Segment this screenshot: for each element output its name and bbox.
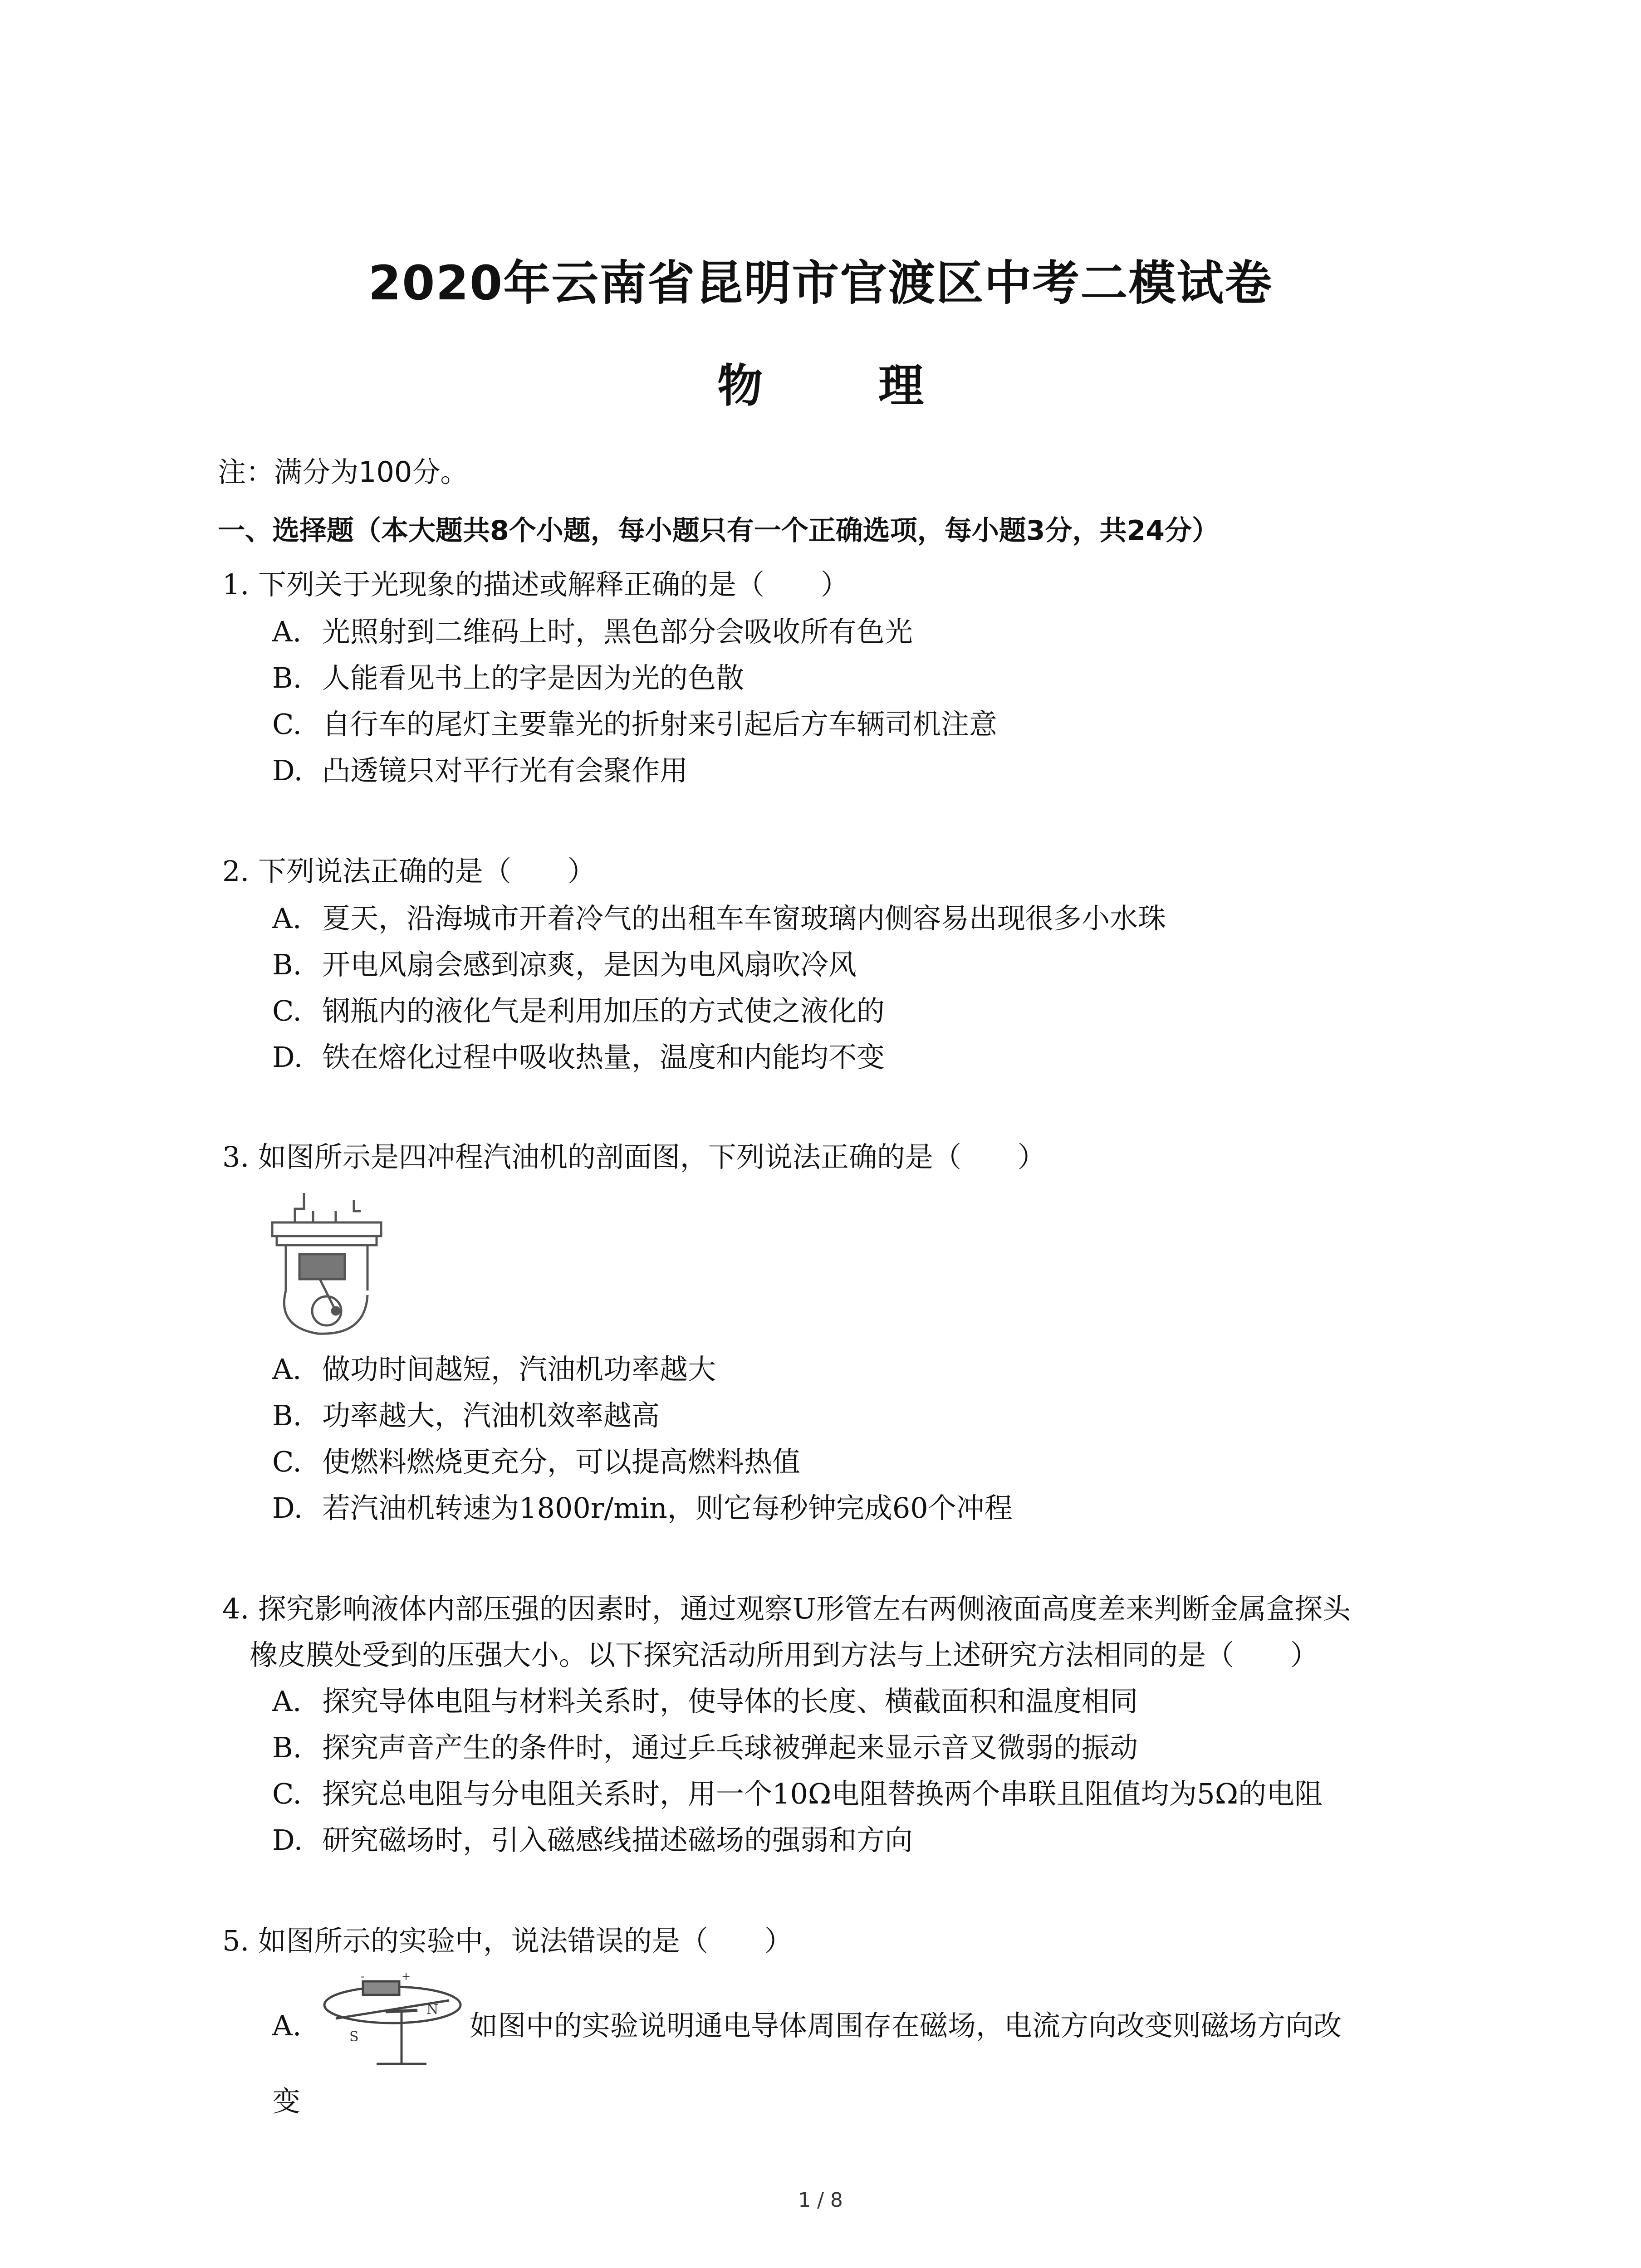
option-letter: D. (272, 1041, 303, 1074)
question-4-option-a (272, 1687, 1138, 1716)
question-3-stem: 3. 如图所示是四冲程汽油机的剖面图，下列说法正确的是（ ） (222, 1140, 1046, 1173)
question-2-option-b (272, 948, 857, 981)
engine-cross-section-figure (268, 1191, 386, 1340)
option-text: 探究声音产生的条件时，通过乒乓球被弹起来显示音叉微弱的振动 (322, 1731, 1138, 1764)
question-5-option-a-text: 如图中的实验说明通电导体周围存在磁场，电流方向改变则磁场方向改 (470, 2009, 1342, 2042)
question-1-option-c (272, 708, 998, 741)
oersted-experiment-figure (318, 1969, 467, 2073)
question-3-option-b (272, 1399, 660, 1432)
option-letter: B. (272, 948, 302, 981)
option-text: 研究磁场时，引入磁感线描述磁场的强弱和方向 (322, 1823, 913, 1857)
question-3-option-c (272, 1445, 801, 1478)
question-1-option-a (272, 615, 913, 648)
question-4-option-c (272, 1777, 1323, 1810)
option-text: 夏天，沿海城市开着冷气的出租车车窗玻璃内侧容易出现很多小水珠 (322, 902, 1166, 935)
option-letter: C. (272, 708, 302, 741)
option-letter: A. (272, 902, 302, 935)
question-5-stem: 5. 如图所示的实验中，说法错误的是（ ） (222, 1924, 793, 1957)
option-text: 探究导体电阻与材料关系时，使导体的长度、横截面积和温度相同 (322, 1685, 1138, 1718)
question-5-option-a-continued: 变 (272, 2085, 301, 2118)
south-pole-label: S (349, 2029, 359, 2045)
option-letter: B. (272, 1731, 302, 1764)
option-letter: A. (272, 1353, 302, 1386)
option-text: 若汽油机转速为1800r/min，则它每秒钟完成60个冲程 (322, 1491, 1013, 1525)
option-text: 钢瓶内的液化气是利用加压的方式使之液化的 (322, 994, 885, 1027)
question-2-stem: 2. 下列说法正确的是（ ） (222, 855, 596, 888)
option-text: 开电风扇会感到凉爽，是因为电风扇吹冷风 (322, 948, 857, 981)
option-letter: B. (272, 661, 302, 694)
option-letter: C. (272, 994, 302, 1027)
question-4-stem-line-1: 4. 探究影响液体内部压强的因素时，通过观察U形管左右两侧液面高度差来判断金属盒探头 (222, 1592, 1351, 1625)
question-5-option-a-letter: A. (272, 2009, 302, 2042)
option-letter: D. (272, 1823, 303, 1857)
option-text: 铁在熔化过程中吸收热量，温度和内能均不变 (322, 1041, 885, 1074)
minus-label: - (361, 1970, 365, 1983)
question-2-option-a (272, 904, 1166, 933)
option-letter: D. (272, 1491, 303, 1525)
option-text: 光照射到二维码上时，黑色部分会吸收所有色光 (322, 615, 913, 648)
question-4-option-b (272, 1731, 1138, 1764)
option-text: 凸透镜只对平行光有会聚作用 (322, 754, 688, 787)
option-letter: C. (272, 1445, 302, 1478)
option-letter: B. (272, 1399, 302, 1432)
question-4-stem-line-2: 橡皮膜处受到的压强大小。以下探究活动所用到方法与上述研究方法相同的是（ ） (250, 1638, 1319, 1672)
plus-label: + (402, 1970, 411, 1983)
page-number: 1 / 8 (798, 2189, 843, 2212)
option-text: 自行车的尾灯主要靠光的折射来引起后方车辆司机注意 (322, 708, 998, 741)
question-3-option-d (272, 1491, 1013, 1525)
north-pole-label: N (426, 2002, 439, 2018)
question-2-option-c (272, 994, 885, 1027)
subject-title: 物 理 (717, 359, 974, 412)
option-text: 做功时间越短，汽油机功率越大 (322, 1353, 716, 1386)
option-text: 探究总电阻与分电阻关系时，用一个10Ω电阻替换两个串联且阻值均为5Ω的电阻 (322, 1777, 1323, 1810)
page-title: 2020年云南省昆明市官渡区中考二模试卷 (368, 255, 1273, 311)
question-2-option-d (272, 1041, 885, 1074)
option-letter: C. (272, 1777, 302, 1810)
question-3-option-a (272, 1353, 716, 1386)
option-letter: D. (272, 754, 303, 787)
question-1-option-d (272, 754, 688, 787)
option-text: 人能看见书上的字是因为光的色散 (322, 661, 745, 694)
section-heading: 一、选择题（本大题共8个小题，每小题只有一个正确选项，每小题3分，共24分） (218, 515, 1219, 547)
option-letter: A. (272, 615, 302, 648)
option-text: 功率越大，汽油机效率越高 (322, 1399, 660, 1432)
score-note: 注：满分为100分。 (218, 455, 469, 489)
option-text: 使燃料燃烧更充分，可以提高燃料热值 (322, 1445, 801, 1478)
option-letter: A. (272, 1685, 302, 1718)
question-4-option-d (272, 1823, 913, 1857)
question-1-option-b (272, 661, 745, 694)
question-1-stem: 1. 下列关于光现象的描述或解释正确的是（ ） (222, 568, 849, 601)
